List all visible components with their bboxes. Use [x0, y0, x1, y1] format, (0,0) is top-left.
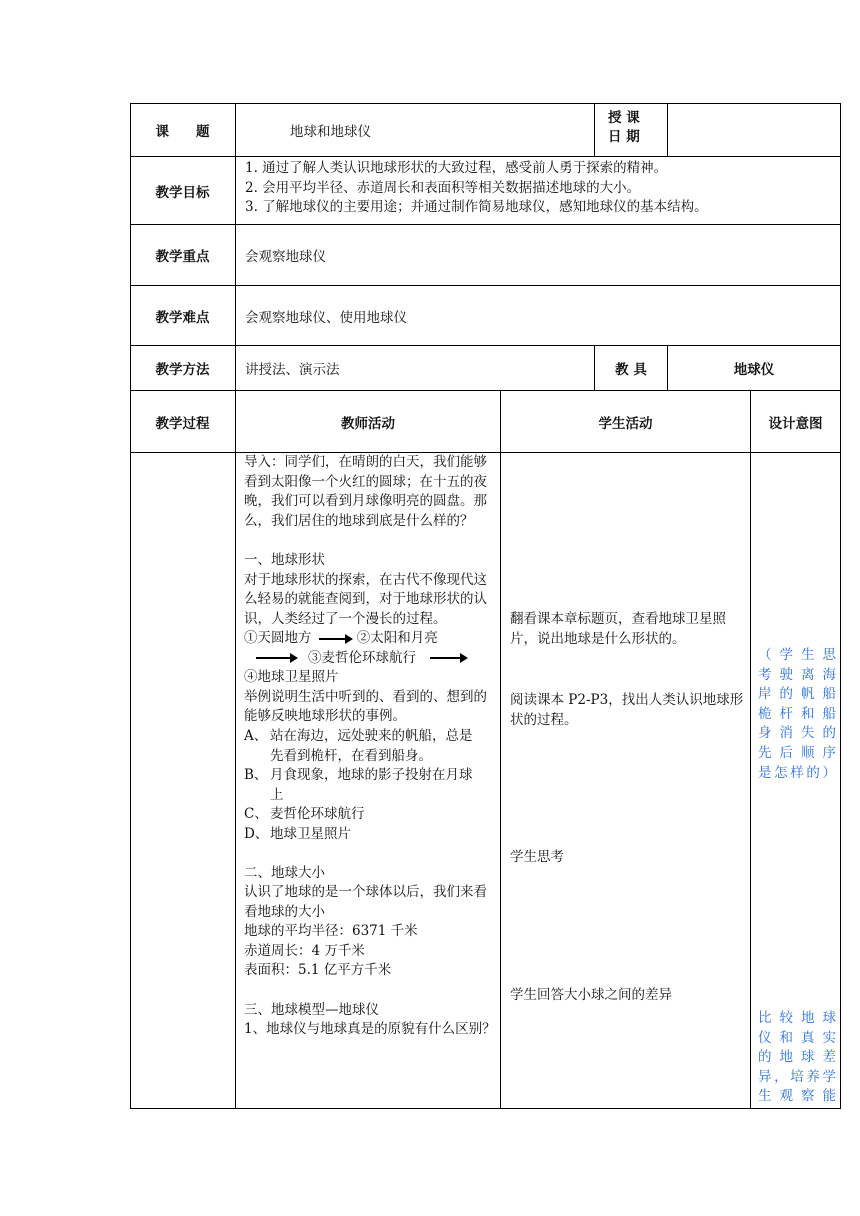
surface-area: 表面积：5.1 亿平方千米 [244, 962, 392, 979]
example-text: 麦哲伦环球航行 [270, 806, 365, 823]
chain-step: ②太阳和月亮 [356, 630, 438, 647]
student-activity-1 [510, 610, 746, 649]
col-divider [594, 103, 595, 157]
border-bottom [130, 1108, 841, 1109]
design-line: 岸 的 帆 船 [758, 686, 836, 703]
right-arrow-icon [319, 638, 351, 640]
key-point-value: 会观察地球仪 [245, 249, 326, 265]
section-text: 对于地球形状的探索，在古代不像现代这么轻易的就能查阅到，对于地球形状的认识，人类经过了一个漫长的过程。 [244, 571, 487, 627]
date-label-line-2: 日 期 [608, 129, 640, 145]
earth-radius: 地球的平均半径：6371 千米 [244, 923, 418, 940]
equator-length: 赤道周长：4 万千米 [244, 942, 365, 959]
student-activity-text: 翻看课本章标题页，查看地球卫星照片，说出地球是什么形状的。 [510, 611, 726, 647]
design-line: 身 消 失 的 [758, 725, 836, 742]
tools-label: 教 具 [615, 362, 647, 378]
student-activity-2 [510, 691, 746, 730]
design-intent-1 [758, 646, 836, 783]
list-marker: A、 [244, 728, 268, 745]
col-divider [750, 390, 751, 1109]
chain-step: ④地球卫星照片 [244, 669, 339, 686]
design-line: 先 后 顺 序 [758, 744, 836, 761]
method-label: 教学方法 [155, 362, 210, 378]
design-line: 是怎样的） [758, 764, 836, 781]
example-item [244, 805, 496, 825]
question-text: 1、地球仪与地球真是的原貌有什么区别？ [244, 1021, 496, 1038]
design-line: 的 地 球 差 [758, 1049, 836, 1066]
list-marker: D、 [244, 825, 269, 842]
example-item [244, 727, 496, 747]
example-item [244, 825, 496, 845]
col-header-teacher: 教师活动 [341, 415, 395, 432]
topic-value: 地球和地球仪 [290, 123, 371, 140]
right-arrow-icon [430, 657, 466, 659]
example-item [244, 766, 496, 786]
example-text: 月食现象，地球的影子投射在月球 [270, 767, 473, 784]
section-heading: 一、地球形状 [244, 551, 325, 568]
history-chain-row-1 [244, 629, 496, 649]
example-text: 上 [270, 786, 284, 803]
col-divider [235, 103, 236, 1109]
design-line: 比 较 地 球 [758, 1010, 836, 1026]
example-text: 站在海边，远处驶来的帆船，总是 [270, 728, 473, 745]
design-line: 仪 和 真 实 [758, 1029, 836, 1046]
date-value [668, 104, 840, 156]
goal-item: 1. 通过了解人类认识地球形状的大致过程，感受前人勇于探索的精神。 [245, 160, 668, 176]
lesson-plan-table [130, 103, 841, 1109]
student-activity-3: 学生思考 [510, 849, 564, 865]
date-label [608, 109, 658, 147]
list-marker: C、 [244, 806, 268, 823]
process-label: 教学过程 [155, 415, 210, 432]
difficulty-value: 会观察地球仪、使用地球仪 [245, 309, 407, 326]
row-divider [130, 156, 841, 157]
key-point-label: 教学重点 [155, 249, 210, 265]
difficulty-label: 教学难点 [155, 309, 210, 326]
chain-step: ③麦哲伦环球航行 [308, 649, 416, 666]
section-text: 认识了地球的是一个球体以后，我们来看看地球的大小 [244, 884, 487, 920]
example-text: 地球卫星照片 [270, 825, 351, 842]
col-divider [500, 390, 501, 1109]
goal-item: 2. 会用平均半径、赤道周长和表面积等相关数据描述地球的大小。 [245, 179, 641, 196]
date-label-line-1: 授 课 [608, 110, 640, 126]
border-right [840, 103, 841, 1109]
tools-value: 地球仪 [733, 362, 775, 378]
list-marker: B、 [244, 767, 268, 784]
design-line: 桅 杆 和 船 [758, 705, 836, 722]
design-line: 考 驶 离 海 [758, 666, 836, 683]
col-header-student: 学生活动 [598, 415, 653, 432]
intro-text: 导入：同学们，在晴朗的白天，我们能够看到太阳像一个火红的圆球；在十五的夜晚，我们可以看到月球像明亮的圆盘。那么，我们居住的地球到底是什么样的？ [244, 454, 487, 529]
student-activity-4: 学生回答大小球之间的差异 [510, 987, 672, 1003]
design-intent-2 [758, 1009, 836, 1107]
goal-item: 3. 了解地球仪的主要用途；并通过制作简易地球仪，感知地球仪的基本结构。 [245, 199, 708, 215]
examples-intro: 举例说明生活中听到的、看到的、想到的能够反映地球形状的事例。 [244, 688, 487, 725]
design-line: 生 观 察 能 [758, 1088, 836, 1105]
student-activity-text: 阅读课本 P2-P3，找出人类认识地球形状的过程。 [510, 692, 744, 728]
chain-step: ①天圆地方 [244, 630, 312, 647]
design-line: 异，培养学 [758, 1068, 836, 1085]
history-chain-row-2 [244, 649, 496, 669]
example-text: 先看到桅杆，在看到船身。 [270, 747, 432, 764]
design-line: （ 学 生 思 [758, 647, 836, 663]
col-header-design: 设计意图 [768, 415, 823, 432]
section-heading: 三、地球模型—地球仪 [244, 1001, 379, 1018]
section-heading: 二、地球大小 [244, 864, 325, 881]
topic-label: 课 题 [155, 123, 210, 140]
method-value: 讲授法、演示法 [245, 362, 340, 378]
goals-list [245, 159, 835, 218]
teacher-activity [244, 453, 496, 1040]
goals-label: 教学目标 [155, 184, 210, 201]
right-arrow-icon [256, 657, 296, 659]
